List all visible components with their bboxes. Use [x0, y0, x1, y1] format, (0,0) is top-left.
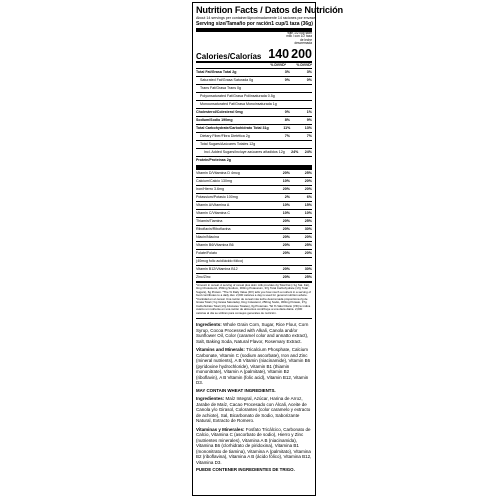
row-dv-milk: 10% — [304, 210, 312, 215]
vitamin-row — [196, 225, 312, 233]
row-dv-milk: 0% — [306, 77, 312, 82]
row-label: (40mcg folic acid/ácido fólico) — [196, 258, 244, 263]
vitamin-row — [196, 209, 312, 217]
nutrient-row — [196, 92, 312, 100]
row-label: Folate/Folato — [196, 250, 217, 255]
row-label: Saturated Fat/Grasa Saturada 0g — [200, 77, 254, 82]
vitamins-en-text: Tricalcium Phosphate, Calcium Carbonate, Vitamin C (sodium ascorbate), Iron and Zinc (mineral nutrients), A B Vitamin (niacinamide), Vitamin B6 (pyridoxine hydrochloride), Vitamin B1 (thiamin mononitrate), Vitamin A (palmitate), Vitamin B2 (riboflavin), A B Vitamin (folic acid), Vitamin B12, Vitamin D3. — [196, 347, 311, 386]
nutrient-row — [196, 148, 312, 156]
ingredients-spanish — [196, 396, 312, 424]
nutrient-row — [196, 76, 312, 84]
row-label: Zinc/Zinc — [196, 274, 211, 279]
serving-size-label: Serving size/Tamaño por ración — [196, 20, 272, 27]
vitamins-spanish — [196, 427, 312, 466]
row-dv-cereal: 20% — [282, 226, 290, 231]
nutrient-list — [196, 68, 312, 164]
vitamins-es-text: Fosfato Tricálcico, Carbonato de Calcio, Vitamina C (ascorbato de sodio), Hierro y Zinc (nutrientes minerales), Vitamina A B (niacinamida), Vitamina B6 (clorhidrato de piridoxina), Vitamina B1 (mononitrato de tiamina), Vitamina A (palmitato), Vitamina B2 (riboflavina), Vitamina A B (ácido fólico), Vitamina B12, Vitamina D3. — [196, 426, 312, 465]
row-dv-milk: 25% — [304, 170, 312, 175]
row-label: Polyunsaturated Fat/Grasa Poliinsaturada 0.5g — [200, 93, 275, 98]
dv-header-milk: % DV/VD* — [296, 62, 312, 67]
row-dv-milk: 15% — [304, 202, 312, 207]
calories-cereal: 140 — [268, 46, 290, 61]
vitamin-row — [196, 217, 312, 225]
column-head-cereal — [260, 32, 286, 46]
vitamin-row — [196, 249, 312, 257]
calories-with-milk: 200 — [291, 46, 312, 61]
row-dv-cereal: 11% — [283, 125, 291, 130]
row-dv-milk: 25% — [304, 242, 312, 247]
vitamin-row — [196, 265, 312, 273]
servings-per-container: About 14 servings per container/Aproximadamente 14 raciones por envase — [196, 16, 316, 20]
row-dv-cereal: 10% — [282, 202, 290, 207]
row-label: Vitamin B6/Vitamina B6 — [196, 242, 234, 247]
row-label: Total Sugars/Azúcares Totales 12g — [200, 141, 256, 146]
row-label: Dietary Fiber/Fibra Dietética 2g — [200, 133, 250, 138]
row-label: Vitamin A/Vitamina A — [196, 202, 230, 207]
row-dv-milk: 9% — [306, 117, 312, 122]
column-head-with-milk: with 1/2 cup skim milk / con 1/2 taza de leche descremada — [286, 30, 312, 46]
dv-header-cereal: % DV/VD* — [270, 62, 286, 67]
vitamin-row — [196, 177, 312, 185]
ingredients-es-label: Ingredientes: — [196, 396, 225, 402]
row-label: Niacin/Niacina — [196, 234, 219, 239]
row-dv-cereal: 20% — [282, 186, 290, 191]
vitamin-row — [196, 233, 312, 241]
row-dv-milk: 1% — [306, 109, 312, 114]
row-dv-milk: 30% — [304, 266, 312, 271]
vitamin-row — [196, 185, 312, 193]
nutrition-facts-panel — [192, 2, 343, 496]
row-dv-cereal: 20% — [282, 170, 290, 175]
nutrient-row — [196, 100, 312, 108]
row-label: Vitamin C/Vitamina C — [196, 210, 231, 215]
row-dv-milk: 6% — [306, 194, 312, 199]
vitamins-english — [196, 347, 312, 386]
row-dv-cereal: 20% — [282, 234, 290, 239]
ingredients-en-text: Whole Grain Corn, Sugar, Rice Flour, Corn Syrup, Cocoa Processed with Alkali, Canola and/or Sunflower Oil, Color (caramel color and annatto extract), Salt, Baking Soda, Natural Flavor, Rosemary Extract. — [196, 322, 309, 344]
row-dv-milk: 24% — [304, 149, 312, 154]
nutrient-row — [196, 116, 312, 124]
row-label: Vitamin B12/Vitamina B12 — [196, 266, 238, 271]
row-dv-milk: 30% — [304, 226, 312, 231]
divider — [196, 318, 312, 319]
row-dv-cereal: 3% — [284, 69, 290, 74]
nutrient-row — [196, 140, 312, 148]
row-dv-cereal: 24% — [291, 149, 299, 154]
vitamins-en-label: Vitamins and Minerals: — [196, 347, 245, 353]
nutrient-row — [196, 68, 312, 76]
row-label: Thiamin/Tiamina — [196, 218, 223, 223]
row-dv-milk: 20% — [304, 250, 312, 255]
row-dv-cereal: 20% — [282, 266, 290, 271]
row-label: Vitamin D/Vitamina D 4mcg — [196, 170, 240, 175]
row-label: Cholesterol/Colesterol 0mg — [196, 109, 243, 114]
vitamin-row — [196, 201, 312, 209]
row-dv-cereal: 20% — [282, 250, 290, 255]
row-dv-cereal: 0% — [284, 109, 290, 114]
vitamin-row — [196, 257, 312, 265]
serving-size-value: 1 cup/1 taza (36g) — [271, 20, 313, 27]
row-label: Monounsaturated Fat/Grasa Monoinsaturada 1g — [200, 101, 277, 106]
vitamin-row — [196, 169, 312, 177]
row-dv-cereal: 20% — [282, 218, 290, 223]
row-dv-milk: 3% — [306, 69, 312, 74]
vitamin-row — [196, 241, 312, 249]
row-dv-cereal: 7% — [284, 133, 290, 138]
nutrient-row — [196, 156, 312, 164]
calories-row — [196, 46, 312, 61]
vitamin-row — [196, 193, 312, 201]
nutrient-row — [196, 84, 312, 92]
row-dv-milk: 13% — [304, 125, 312, 130]
row-label: Protein/Proteínas 2g — [196, 157, 231, 162]
footnote: *Amount in cereal. A serving of cereal plus skim milk provides 2g Total Fat (<1g Sat. Fat), 0mg Cholesterol, 250mg Sodium, 300mg Potassium, 37g Total Carbohydrate (17g Total Sugars), 6g Protein. *The % Daily Value (DV) tells you how much a nutrient in a serving of food contributes to a daily diet. 2,000 calories a day is used for general nutrition advice. *Cantidad en el cereal. Una ración de cereal más leche descremada proporciona 2g de Grasa Total (<1g Grasa Saturada), 0mg Colesterol, 250mg Sodio, 300mg Potasio, 37g Carbohidrato Total (17g Azúcares Totales), 6g Proteínas. *El % Valor Diario (VD) le indica cuánto un nutriente en una ración de alimentos contribuye a una dieta diaria. 2,000 calorías al día se utilizan para consejos generales de nutrición. — [196, 282, 311, 315]
nutrient-row — [196, 124, 312, 132]
row-label: Total Carbohydrate/Carbohidrato Total 31g — [196, 125, 269, 130]
panel-title: Nutrition Facts / Datos de Nutrición — [196, 5, 343, 15]
row-dv-cereal: 10% — [282, 210, 290, 215]
allergen-warning-en: MAY CONTAIN WHEAT INGREDIENTS. — [196, 387, 276, 393]
vitamins-es-label: Vitaminas y Minerales: — [196, 426, 245, 432]
calories-label: Calories/Calorías — [196, 51, 262, 61]
row-label: Calcium/Calcio 130mg — [196, 178, 232, 183]
row-dv-cereal: 2% — [284, 194, 290, 199]
vitamin-row — [196, 273, 312, 281]
row-label: Potassium/Potasio 100mg — [196, 194, 238, 199]
row-label: Total Fat/Grasa Total 2g — [196, 69, 237, 74]
row-dv-cereal: 20% — [282, 242, 290, 247]
row-dv-milk: 20% — [304, 234, 312, 239]
column-headers — [196, 32, 312, 46]
row-dv-milk: 25% — [304, 218, 312, 223]
row-label: Incl. Added Sugars/Incluye azúcares añadidos 12g — [204, 149, 285, 154]
row-dv-milk: 7% — [306, 133, 312, 138]
row-dv-cereal: 8% — [284, 117, 290, 122]
ingredients-es-text: Maíz Integral, Azúcar, Harina de Arroz, Jarabe de Maíz, Cacao Procesado con Álcali, Aceite de Canola y/o Girasol, Colorantes (color caramelo y extracto de achiote), Sal, Bicarbonato de Sodio, Saborizante Natural, Extracto de Romero. — [196, 396, 311, 424]
row-dv-cereal: 0% — [284, 77, 290, 82]
ingredients-english — [196, 322, 312, 344]
ingredients-en-label: Ingredients: — [196, 322, 222, 328]
row-label: Trans Fat/Grasa Trans 0g — [200, 85, 242, 90]
vitamin-list — [196, 169, 312, 281]
nutrient-row — [196, 108, 312, 116]
serving-size-row — [196, 21, 312, 27]
row-label: Riboflavin/Riboflavina — [196, 226, 231, 231]
row-dv-milk: 25% — [304, 274, 312, 279]
row-dv-milk: 20% — [304, 178, 312, 183]
row-label: Iron/Hierro 3.6mg — [196, 186, 224, 191]
row-dv-cereal: 20% — [282, 274, 290, 279]
allergen-warning-es: PUEDE CONTENER INGREDIENTES DE TRIGO. — [196, 467, 295, 473]
row-label: Sodium/Sodio 190mg — [196, 117, 233, 122]
nutrient-row — [196, 132, 312, 140]
row-dv-cereal: 10% — [282, 178, 290, 183]
row-dv-milk: 20% — [304, 186, 312, 191]
